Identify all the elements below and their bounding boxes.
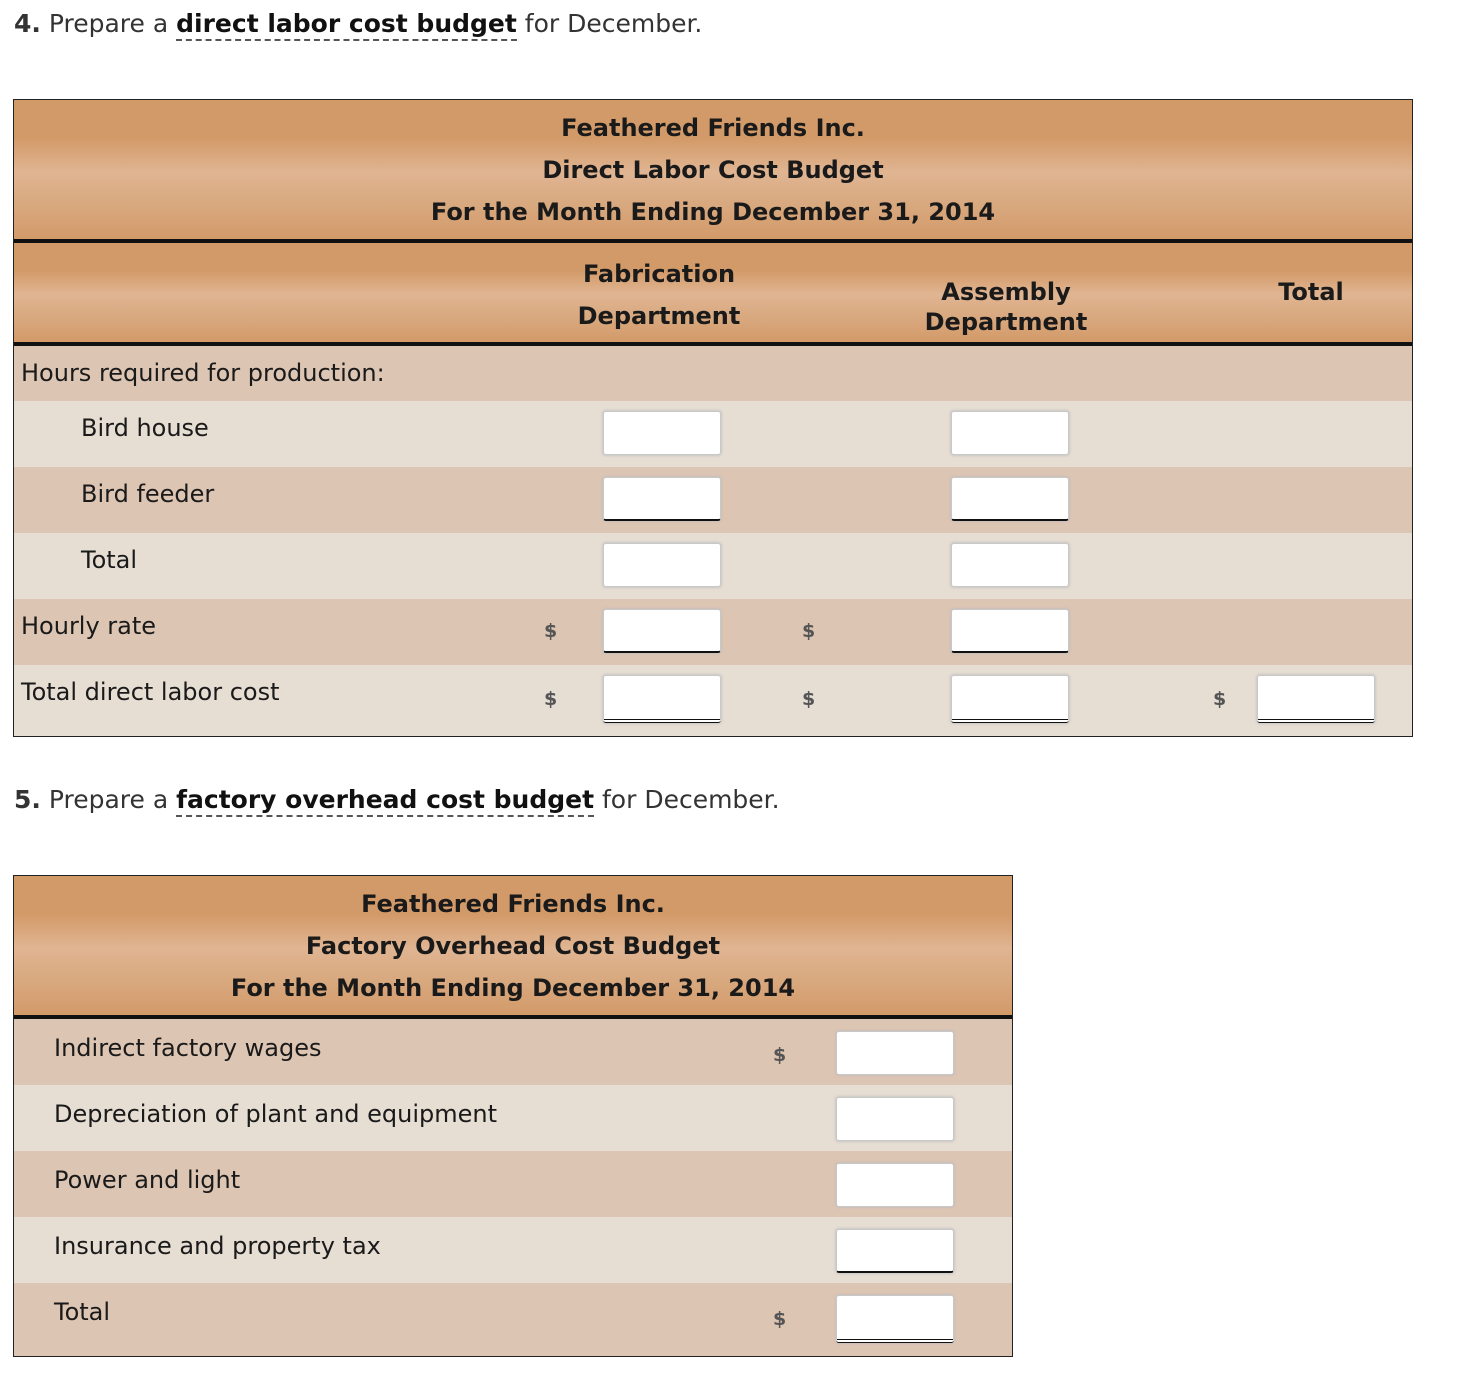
row-label-hourly-rate: Hourly rate bbox=[21, 612, 157, 640]
question-number: 5. bbox=[14, 785, 41, 814]
insurance-and-property-tax-input[interactable] bbox=[836, 1229, 954, 1273]
power-and-light-input[interactable] bbox=[836, 1163, 954, 1207]
question-prefix: Prepare a bbox=[48, 785, 169, 814]
question-number: 4. bbox=[14, 9, 41, 38]
indirect-factory-wages-input[interactable] bbox=[836, 1031, 954, 1075]
budget-header bbox=[14, 100, 1412, 239]
row-label-hours-required: Hours required for production: bbox=[21, 359, 385, 387]
dollar-sign: $ bbox=[1213, 688, 1227, 710]
column-header-fabrication-line2: Department bbox=[577, 302, 741, 330]
row-label-indirect-factory-wages: Indirect factory wages bbox=[54, 1034, 322, 1062]
glossary-term-link[interactable]: factory overhead cost budget bbox=[176, 785, 594, 817]
row-label-total-hours: Total bbox=[81, 546, 138, 574]
dollar-sign: $ bbox=[544, 620, 558, 642]
fabrication-total-hours-input[interactable] bbox=[603, 543, 721, 587]
table-row bbox=[14, 401, 1412, 467]
row-label-total-direct-labor-cost: Total direct labor cost bbox=[21, 678, 280, 706]
company-name: Feathered Friends Inc. bbox=[561, 114, 865, 142]
table-row bbox=[14, 665, 1412, 736]
row-label-total: Total bbox=[54, 1298, 111, 1326]
table-row bbox=[14, 1151, 1012, 1217]
assembly-bird-house-hours-input[interactable] bbox=[951, 411, 1069, 455]
assembly-total-hours-input[interactable] bbox=[951, 543, 1069, 587]
table-row bbox=[14, 599, 1412, 665]
direct-labor-budget-table bbox=[13, 99, 1413, 737]
company-name: Feathered Friends Inc. bbox=[361, 890, 665, 918]
row-label-insurance-and-property-tax: Insurance and property tax bbox=[54, 1232, 381, 1260]
question-4-prompt bbox=[14, 7, 702, 41]
fabrication-bird-house-hours-input[interactable] bbox=[603, 411, 721, 455]
assembly-total-cost-input[interactable] bbox=[951, 675, 1069, 723]
dollar-sign: $ bbox=[802, 620, 816, 642]
question-suffix: for December. bbox=[602, 785, 780, 814]
column-header-fabrication bbox=[559, 253, 759, 337]
dollar-sign: $ bbox=[773, 1044, 787, 1066]
budget-title: Direct Labor Cost Budget bbox=[542, 156, 884, 184]
dollar-sign: $ bbox=[802, 688, 816, 710]
budget-header bbox=[14, 876, 1012, 1015]
column-header-fabrication-line1: Fabrication bbox=[582, 260, 736, 288]
column-header-total: Total bbox=[1278, 278, 1344, 306]
total-factory-overhead-input[interactable] bbox=[836, 1295, 954, 1343]
fabrication-hourly-rate-input[interactable] bbox=[603, 609, 721, 653]
question-5-prompt bbox=[14, 783, 780, 817]
row-label-power-and-light: Power and light bbox=[54, 1166, 241, 1194]
assembly-bird-feeder-hours-input[interactable] bbox=[951, 477, 1069, 521]
table-row bbox=[14, 533, 1412, 599]
total-direct-labor-cost-input[interactable] bbox=[1257, 675, 1375, 723]
fabrication-total-cost-input[interactable] bbox=[603, 675, 721, 723]
assembly-hourly-rate-input[interactable] bbox=[951, 609, 1069, 653]
budget-period: For the Month Ending December 31, 2014 bbox=[430, 198, 996, 226]
question-prefix: Prepare a bbox=[48, 9, 169, 38]
dollar-sign: $ bbox=[773, 1308, 787, 1330]
budget-title: Factory Overhead Cost Budget bbox=[305, 932, 721, 960]
fabrication-bird-feeder-hours-input[interactable] bbox=[603, 477, 721, 521]
question-suffix: for December. bbox=[524, 9, 703, 38]
row-label-bird-house: Bird house bbox=[81, 414, 209, 442]
table-row bbox=[14, 1085, 1012, 1151]
row-label-bird-feeder: Bird feeder bbox=[81, 480, 215, 508]
depreciation-input[interactable] bbox=[836, 1097, 954, 1141]
dollar-sign: $ bbox=[544, 688, 558, 710]
glossary-term-link[interactable]: direct labor cost budget bbox=[176, 9, 517, 41]
factory-overhead-budget-table bbox=[13, 875, 1013, 1357]
budget-period: For the Month Ending December 31, 2014 bbox=[230, 974, 796, 1002]
table-row bbox=[14, 346, 1412, 401]
column-header-assembly: Assembly Department bbox=[924, 278, 1088, 336]
row-label-depreciation: Depreciation of plant and equipment bbox=[54, 1100, 498, 1128]
table-row bbox=[14, 1019, 1012, 1085]
table-row bbox=[14, 1283, 1012, 1356]
table-row bbox=[14, 1217, 1012, 1283]
table-row bbox=[14, 467, 1412, 533]
